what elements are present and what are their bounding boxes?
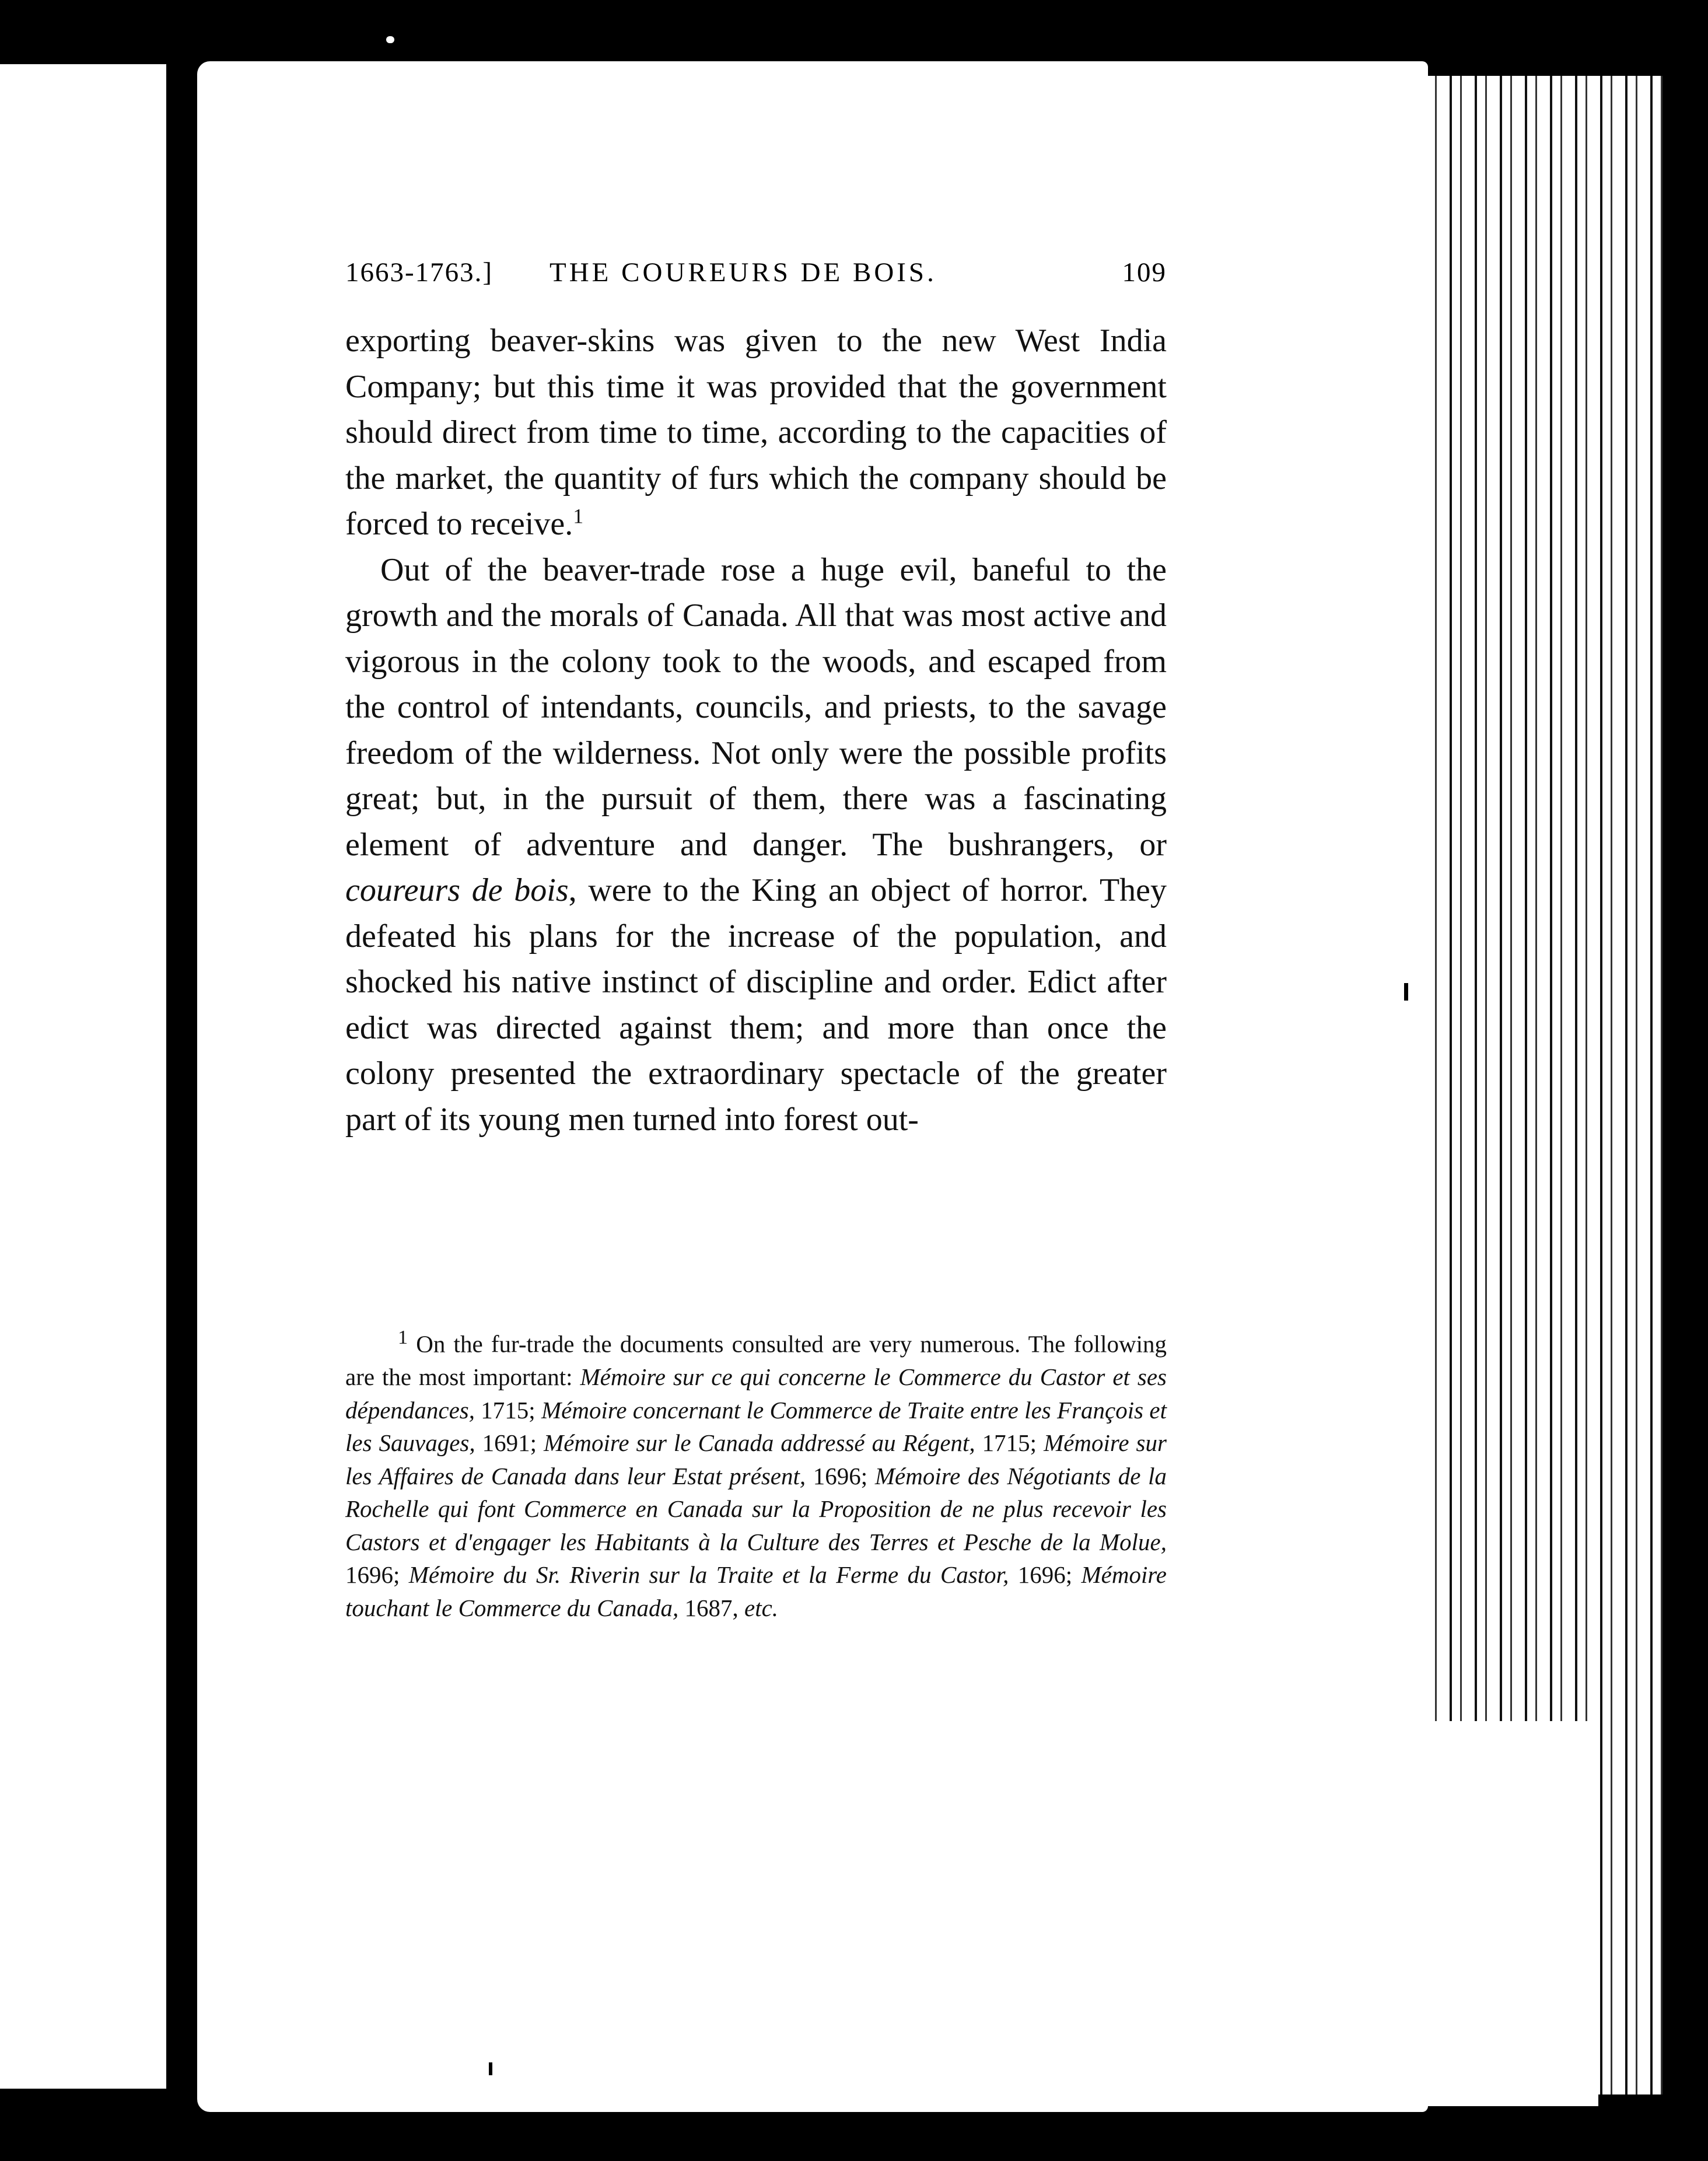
running-head [345, 257, 1167, 298]
page-number: 109 [1122, 257, 1167, 288]
source-year: 1715; [475, 1396, 542, 1424]
paragraph-text: Out of the beaver-trade rose a huge evil, baneful to the growth and the morals of Canada. All that was most active and vigorous in the colony took to the woods, and escaped from the control of intendants, councils, and priests, to the savage freedom of the wilderness. Not only were the possible profits great; but, in the pursuit of them, there was a fascinating element of adventure and danger. The bushrangers, or [345, 551, 1167, 863]
source-year: 1696; [1009, 1561, 1082, 1589]
source-title: Mémoire touchant le Commerce du Canada, [345, 1561, 1167, 1621]
page-fore-edge-lower [1412, 1721, 1598, 2106]
footnote-marker: 1 [398, 1327, 408, 1348]
source-title: Mémoire sur ce qui concerne le Commerce du Castor et ses dépendances, [345, 1363, 1167, 1424]
scan-speck [386, 36, 394, 43]
paragraph-text: exporting beaver-skins was given to the new West India Company; but this time it was provided that the government should direct from time to time, according to the capacities of the market, the quantity of furs which the company should be forced to receive. [345, 323, 1167, 542]
running-head-title: THE COUREURS DE BOIS. [550, 257, 937, 288]
scan-speck [489, 2062, 492, 2075]
source-year: 1691; [475, 1429, 544, 1457]
source-year: 1696; [806, 1462, 875, 1489]
source-year: 1687, [678, 1594, 745, 1621]
source-title: Mémoire sur le Canada addressé au Régent, [544, 1429, 975, 1457]
footnote-reference: 1 [573, 504, 584, 528]
source-year: 1715; [975, 1429, 1044, 1457]
source-title: Mémoire du Sr. Riverin sur la Traite et la Ferme du Castor, [408, 1561, 1009, 1589]
source-title: Mémoire concernant le Commerce de Traite entre les François et les Sauvages, [345, 1396, 1167, 1457]
source-title: Mémoire des Négotiants de la Rochelle qui font Commerce en Canada sur la Proposition de ne plus recevoir les Castors et d'engager les Habitants à la Culture des Terres et Pesche de la Molue, [345, 1462, 1167, 1555]
left-page-edge [0, 64, 166, 2089]
running-head-dates: 1663-1763.] [345, 257, 494, 288]
footnote [345, 1321, 1167, 1624]
source-title: Mémoire sur les Affaires de Canada dans leur Estat présent, [345, 1429, 1167, 1489]
footnote-etc: etc. [744, 1594, 779, 1621]
body-text [345, 318, 1167, 1142]
source-year: 1696; [345, 1561, 409, 1589]
paragraph [345, 318, 1167, 547]
paragraph-text: , were to the King an object of horror. They defeated his plans for the increase of the population, and shocked his native instinct of discipline and order. Edict after edict was directed against them; and more than once the colony presented the extraordinary spectacle of the greater part of its young men turned into forest out- [345, 872, 1167, 1138]
italic-phrase: coureurs de bois [345, 872, 569, 908]
footnote-text: On the fur-trade the documents consulted are very numerous. The following are the most important: [345, 1330, 1167, 1391]
paragraph [345, 547, 1167, 1143]
scan-speck [1404, 983, 1408, 1001]
